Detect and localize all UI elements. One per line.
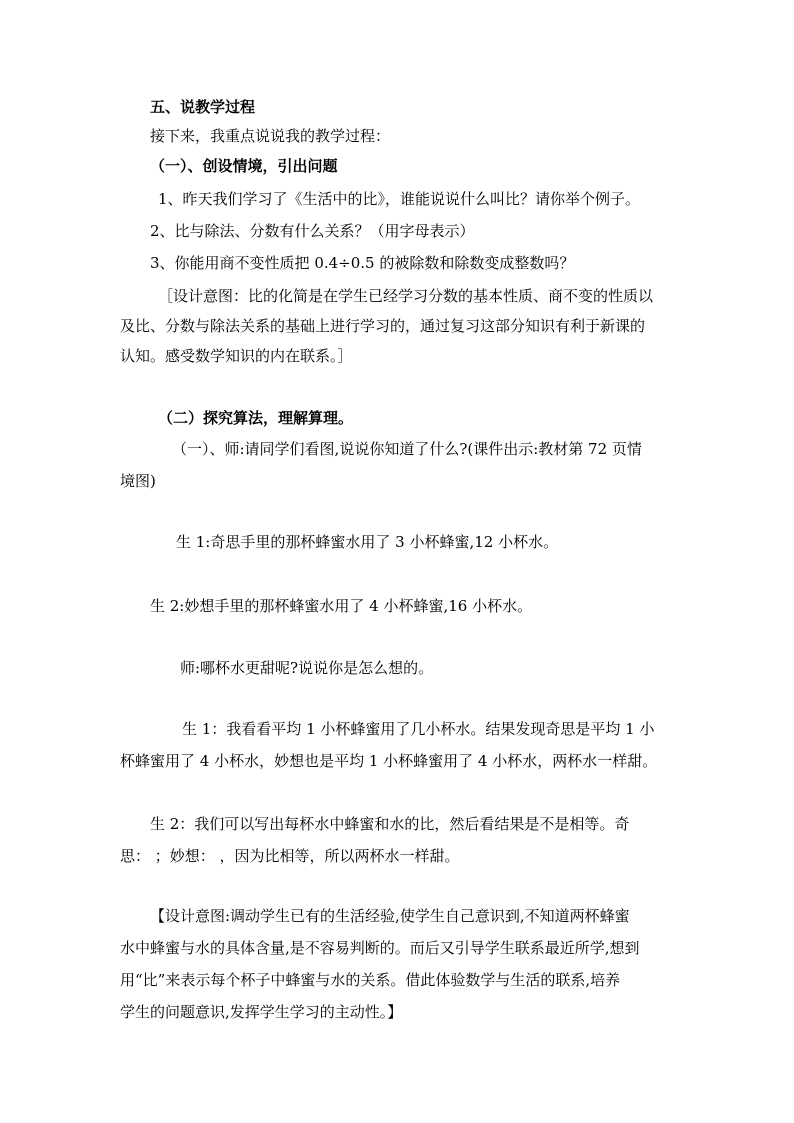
design-intent-2-line-1: 【设计意图:调动学生已有的生活经验,使学生自己意识到,不知道两杯蜂蜜 <box>150 907 630 925</box>
intro-paragraph: 接下来，我重点说说我的教学过程： <box>150 127 391 145</box>
student-answer-1-line-2: 杯蜂蜜用了 4 小杯水，妙想也是平均 1 小杯蜂蜜用了 4 小杯水，两杯水一样甜。 <box>120 752 658 770</box>
student-answer-1-line-1: 生 1：我看看平均 1 小杯蜂蜜用了几小杯水。结果发现奇思是平均 1 小 <box>182 720 655 738</box>
question-2: 2、比与除法、分数有什么关系？（用字母表示） <box>150 222 475 240</box>
teacher-question-2: 师:哪杯水更甜呢?说说你是怎么想的。 <box>180 659 434 677</box>
design-intent-1-line-2: 及比、分数与除法关系的基础上进行学习的，通过复习这部分知识有利于新课的 <box>120 317 646 335</box>
teacher-question-line-2: 境图) <box>120 472 156 490</box>
teacher-question-line-1: （一）、师:请同学们看图,说说你知道了什么?(课件出示:教材第 72 页情 <box>172 440 642 458</box>
section-heading-teaching-process: 五、说教学过程 <box>150 98 256 116</box>
design-intent-2-line-3: 用“比”来表示每个杯子中蜂蜜与水的关系。借此体验数学与生活的联系,培养 <box>120 971 621 989</box>
student-answer-2-line-1: 生 2：我们可以写出每杯水中蜂蜜和水的比，然后看结果是不是相等。奇 <box>150 815 630 833</box>
subsection-heading-1: （一）、创设情境，引出问题 <box>150 157 338 175</box>
question-3: 3、你能用商不变性质把 0.4÷0.5 的被除数和除数变成整数吗？ <box>150 254 575 272</box>
design-intent-1-line-3: 认知。感受数学知识的内在联系。］ <box>120 347 353 365</box>
question-1: 1、昨天我们学习了《生活中的比》，谁能说说什么叫比？请你举个例子。 <box>158 190 641 208</box>
student-1-statement: 生 1:奇思手里的那杯蜂蜜水用了 3 小杯蜂蜜,12 小杯水。 <box>176 533 559 551</box>
design-intent-1-line-1: ［设计意图：比的化简是在学生已经学习分数的基本性质、商不变的性质以 <box>158 287 654 305</box>
student-2-statement: 生 2:妙想手里的那杯蜂蜜水用了 4 小杯蜂蜜,16 小杯水。 <box>150 597 533 615</box>
student-answer-2-line-2: 思： ；妙想： ，因为比相等，所以两杯水一样甜。 <box>120 847 460 865</box>
design-intent-2-line-4: 学生的问题意识,发挥学生学习的主动性。】 <box>120 1003 403 1021</box>
design-intent-2-line-2: 水中蜂蜜与水的具体含量,是不容易判断的。而后又引导学生联系最近所学,想到 <box>120 939 640 957</box>
subsection-heading-2: （二）探究算法，理解算理。 <box>158 409 354 427</box>
